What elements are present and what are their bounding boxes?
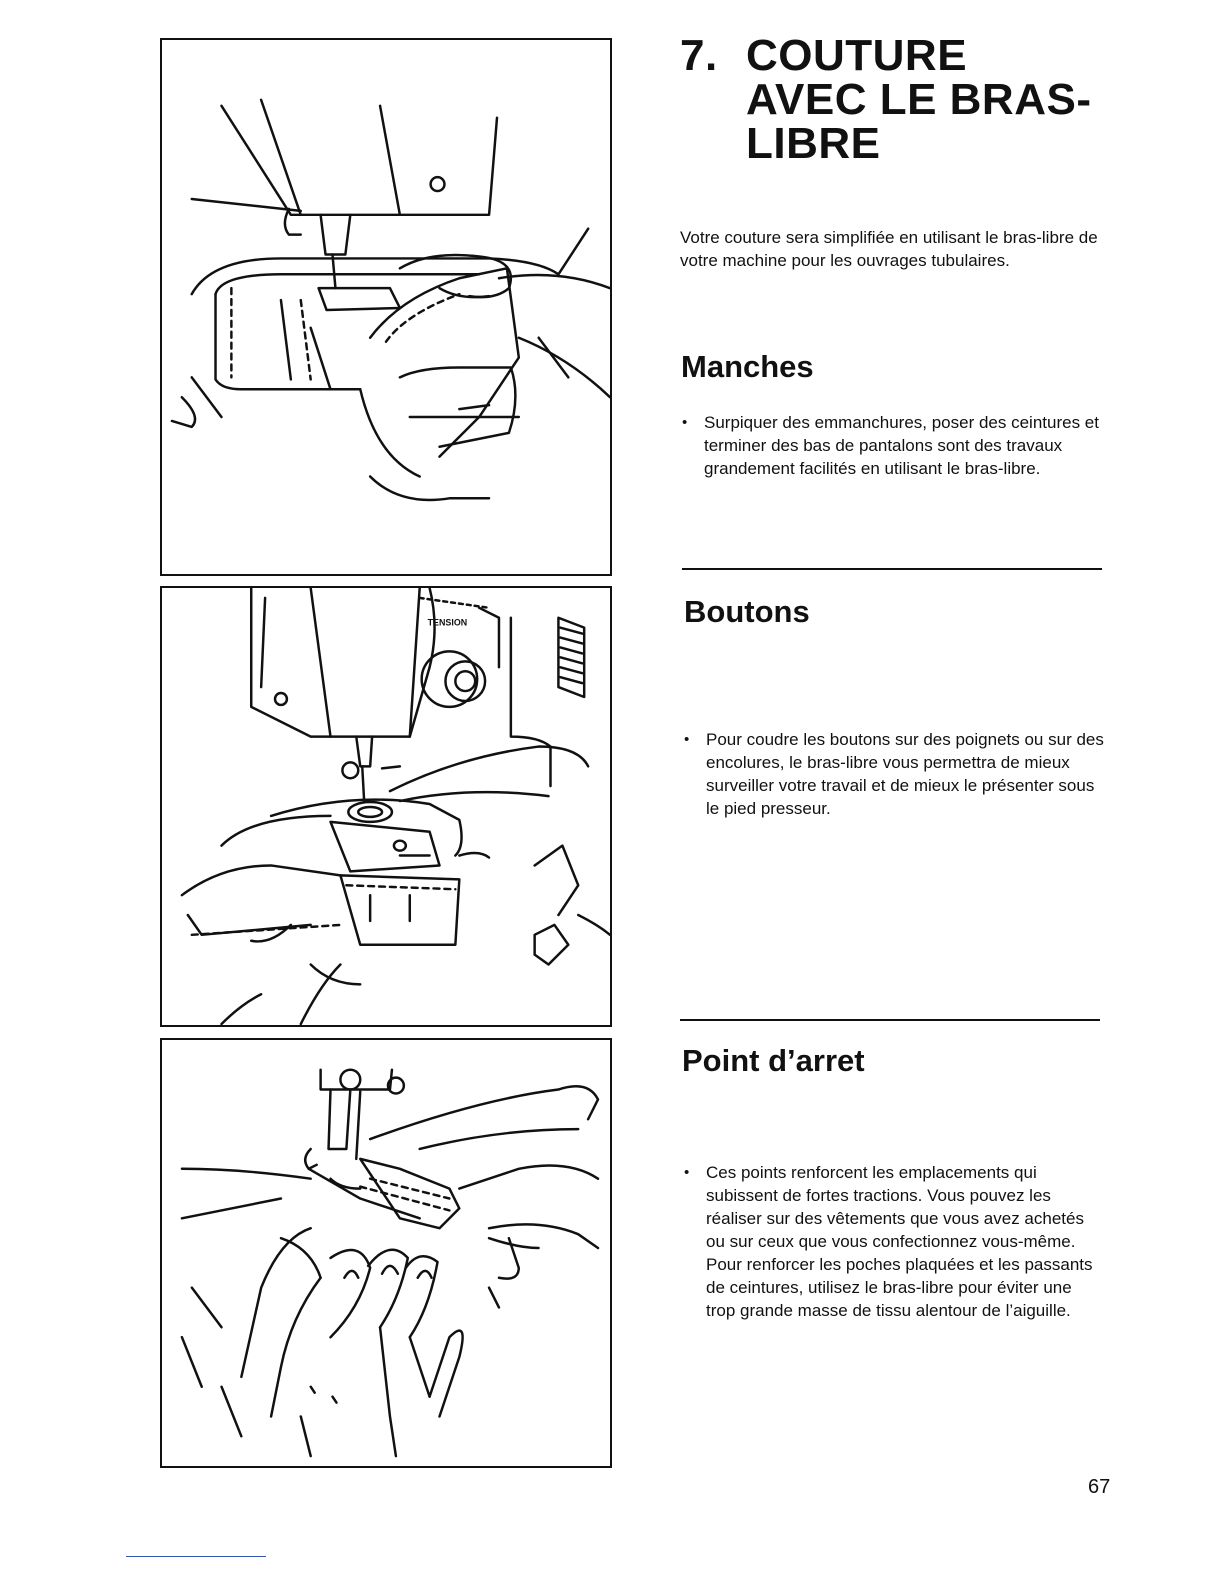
bullet-dot: • xyxy=(684,731,690,748)
section-heading-point-darret: Point d’arret xyxy=(682,1043,865,1078)
bullet-manches xyxy=(682,411,1102,480)
bullet-point-darret xyxy=(684,1161,1104,1322)
bullet-boutons-text: Pour coudre les boutons sur des poignets ou sur des encolures, le bras-libre vous permettra de mieux surveiller votre travail et de mieux le présenter sous le pied presseur. xyxy=(706,730,1104,818)
chapter-title-line-2: AVEC LE BRAS- xyxy=(746,75,1092,124)
section-heading-manches: Manches xyxy=(681,349,814,384)
section-heading-boutons: Boutons xyxy=(684,594,810,629)
tension-dial-label: TENSION xyxy=(427,617,468,628)
chapter-title-line-3: LIBRE xyxy=(746,119,881,168)
bullet-point-darret-text: Ces points renforcent les emplacements qui subissent de fortes tractions. Vous pouvez les réaliser sur des vêtements que vous avez achetés ou sur ceux que vous confectionnez vous-même. Pour renforcer les poches plaquées et les passants de ceintures, utilisez le bras-libre pour éviter une trop grande masse de tissu alentour de l’aiguille. xyxy=(706,1163,1093,1320)
section-divider xyxy=(682,568,1102,570)
chapter-title-line-1: COUTURE xyxy=(746,31,968,80)
page-number: 67 xyxy=(1088,1476,1111,1498)
bullet-manches-text: Surpiquer des emmanchures, poser des ceintures et terminer des bas de pantalons sont des travaux grandement facilités en utilisant le bras-libre. xyxy=(704,413,1099,478)
bullet-dot: • xyxy=(684,1164,690,1181)
section-divider xyxy=(680,1019,1100,1021)
chapter-title xyxy=(680,31,1120,168)
footer-line xyxy=(126,1556,266,1557)
illustration-bar-tack xyxy=(160,1038,612,1468)
illustration-button-sewing xyxy=(160,586,612,1027)
illustration-sleeve-sewing xyxy=(160,38,612,576)
bullet-boutons xyxy=(684,728,1104,820)
intro-paragraph: Votre couture sera simplifiée en utilisant le bras-libre de votre machine pour les ouvrages tubulaires. xyxy=(680,228,1098,270)
bullet-dot: • xyxy=(682,414,688,431)
chapter-number: 7. xyxy=(680,31,718,80)
